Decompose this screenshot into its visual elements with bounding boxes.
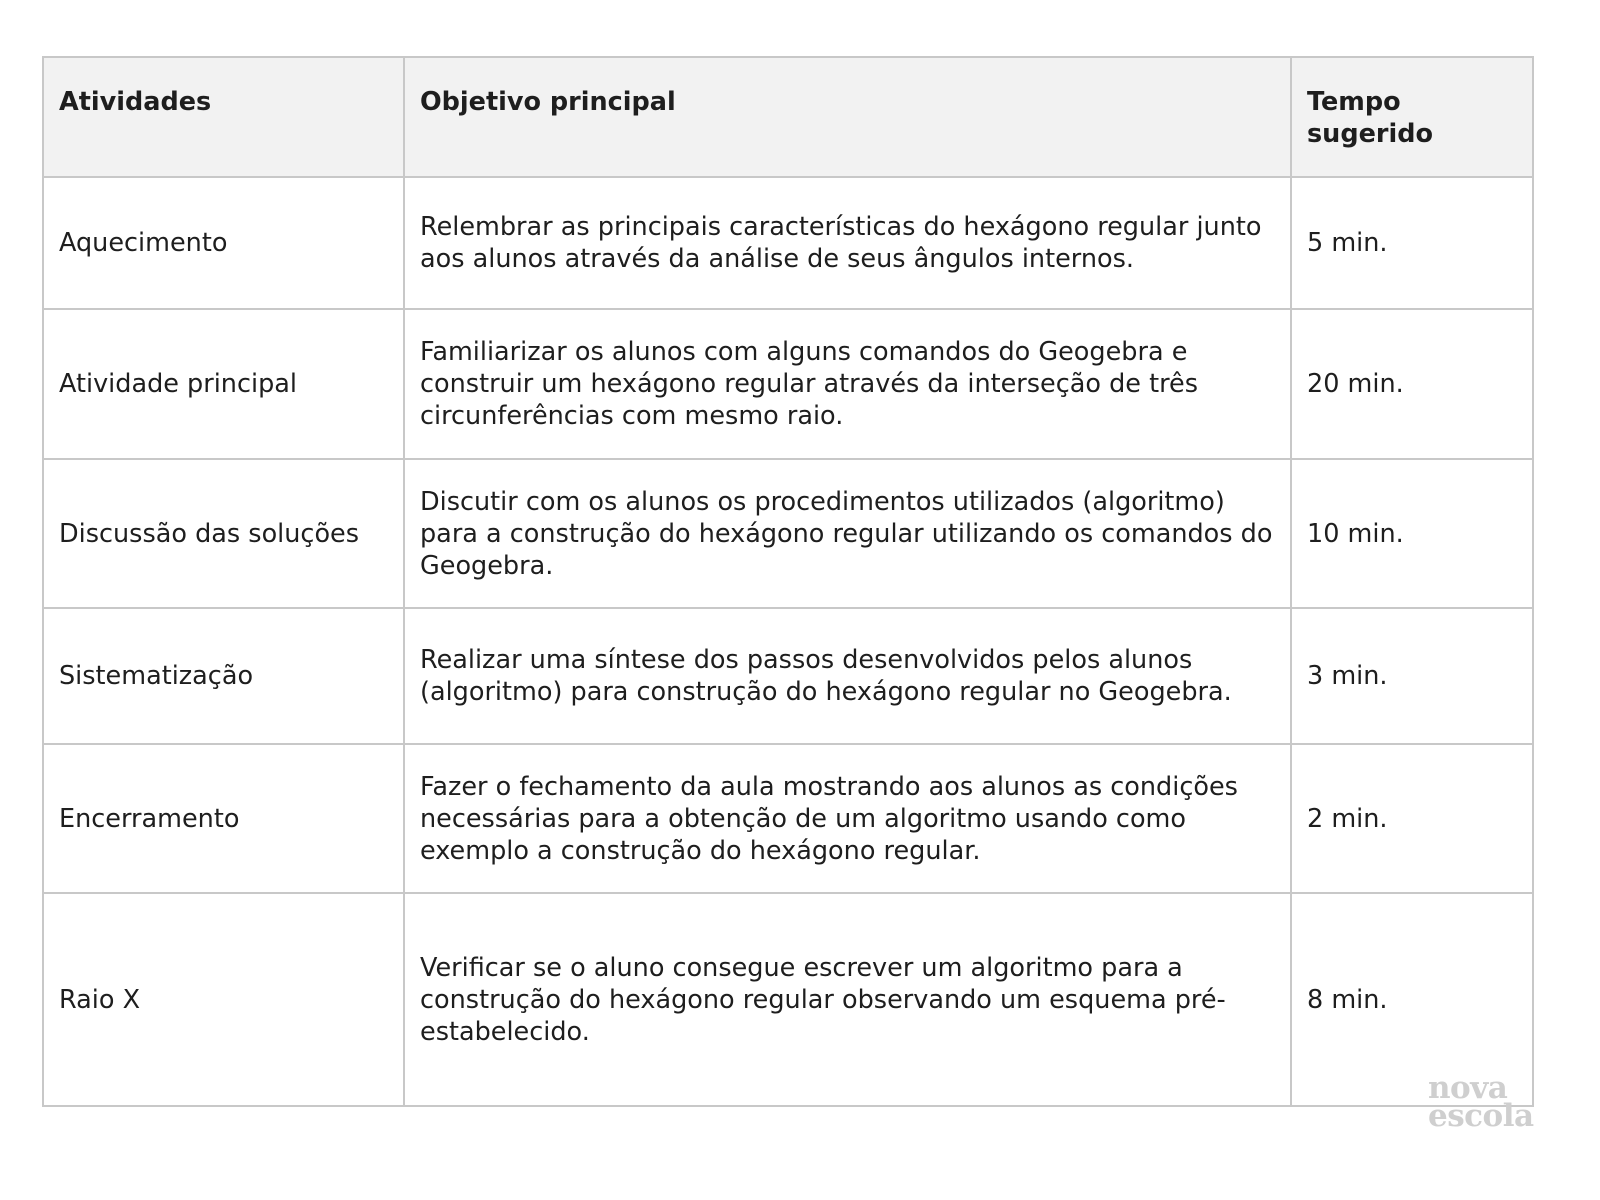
logo-line-escola: escola bbox=[1428, 1098, 1534, 1134]
objective-cell: Realizar uma síntese dos passos desenvolvidos pelos alunos (algoritmo) para construção do hexágono regular no Geogebra. bbox=[404, 608, 1291, 744]
header-time-line2: sugerido bbox=[1307, 119, 1433, 149]
activity-cell: Encerramento bbox=[43, 744, 404, 893]
objective-cell: Fazer o fechamento da aula mostrando aos alunos as condições necessárias para a obtenção de um algoritmo usando como exemplo a construção do hexágono regular. bbox=[404, 744, 1291, 893]
logo-line-nova: nova bbox=[1428, 1070, 1508, 1106]
lesson-plan-table bbox=[42, 56, 1534, 1107]
table-row bbox=[43, 744, 1533, 893]
table-body bbox=[43, 177, 1533, 1106]
activity-cell: Atividade principal bbox=[43, 309, 404, 459]
time-cell: 2 min. bbox=[1291, 744, 1533, 893]
table-header bbox=[43, 57, 1533, 177]
header-time bbox=[1291, 57, 1533, 177]
nova-escola-logo bbox=[1428, 1070, 1548, 1134]
table-row bbox=[43, 309, 1533, 459]
objective-cell: Relembrar as principais características do hexágono regular junto aos alunos através da análise de seus ângulos internos. bbox=[404, 177, 1291, 309]
activity-cell: Aquecimento bbox=[43, 177, 404, 309]
header-row bbox=[43, 57, 1533, 177]
activity-cell: Raio X bbox=[43, 893, 404, 1106]
objective-cell: Discutir com os alunos os procedimentos utilizados (algoritmo) para a construção do hexágono regular utilizando os comandos do Geogebra. bbox=[404, 459, 1291, 608]
table-row bbox=[43, 893, 1533, 1106]
time-cell: 10 min. bbox=[1291, 459, 1533, 608]
header-objective: Objetivo principal bbox=[404, 57, 1291, 177]
time-cell: 8 min. bbox=[1291, 893, 1533, 1106]
time-cell: 20 min. bbox=[1291, 309, 1533, 459]
table-row bbox=[43, 459, 1533, 608]
activity-cell: Discussão das soluções bbox=[43, 459, 404, 608]
header-activities: Atividades bbox=[43, 57, 404, 177]
activity-cell: Sistematização bbox=[43, 608, 404, 744]
time-cell: 3 min. bbox=[1291, 608, 1533, 744]
time-cell: 5 min. bbox=[1291, 177, 1533, 309]
header-time-line1: Tempo bbox=[1307, 87, 1401, 117]
table-row bbox=[43, 608, 1533, 744]
table-row bbox=[43, 177, 1533, 309]
objective-cell: Verificar se o aluno consegue escrever um algoritmo para a construção do hexágono regular observando um esquema pré-estabelecido. bbox=[404, 893, 1291, 1106]
objective-cell: Familiarizar os alunos com alguns comandos do Geogebra e construir um hexágono regular através da interseção de três circunferências com mesmo raio. bbox=[404, 309, 1291, 459]
